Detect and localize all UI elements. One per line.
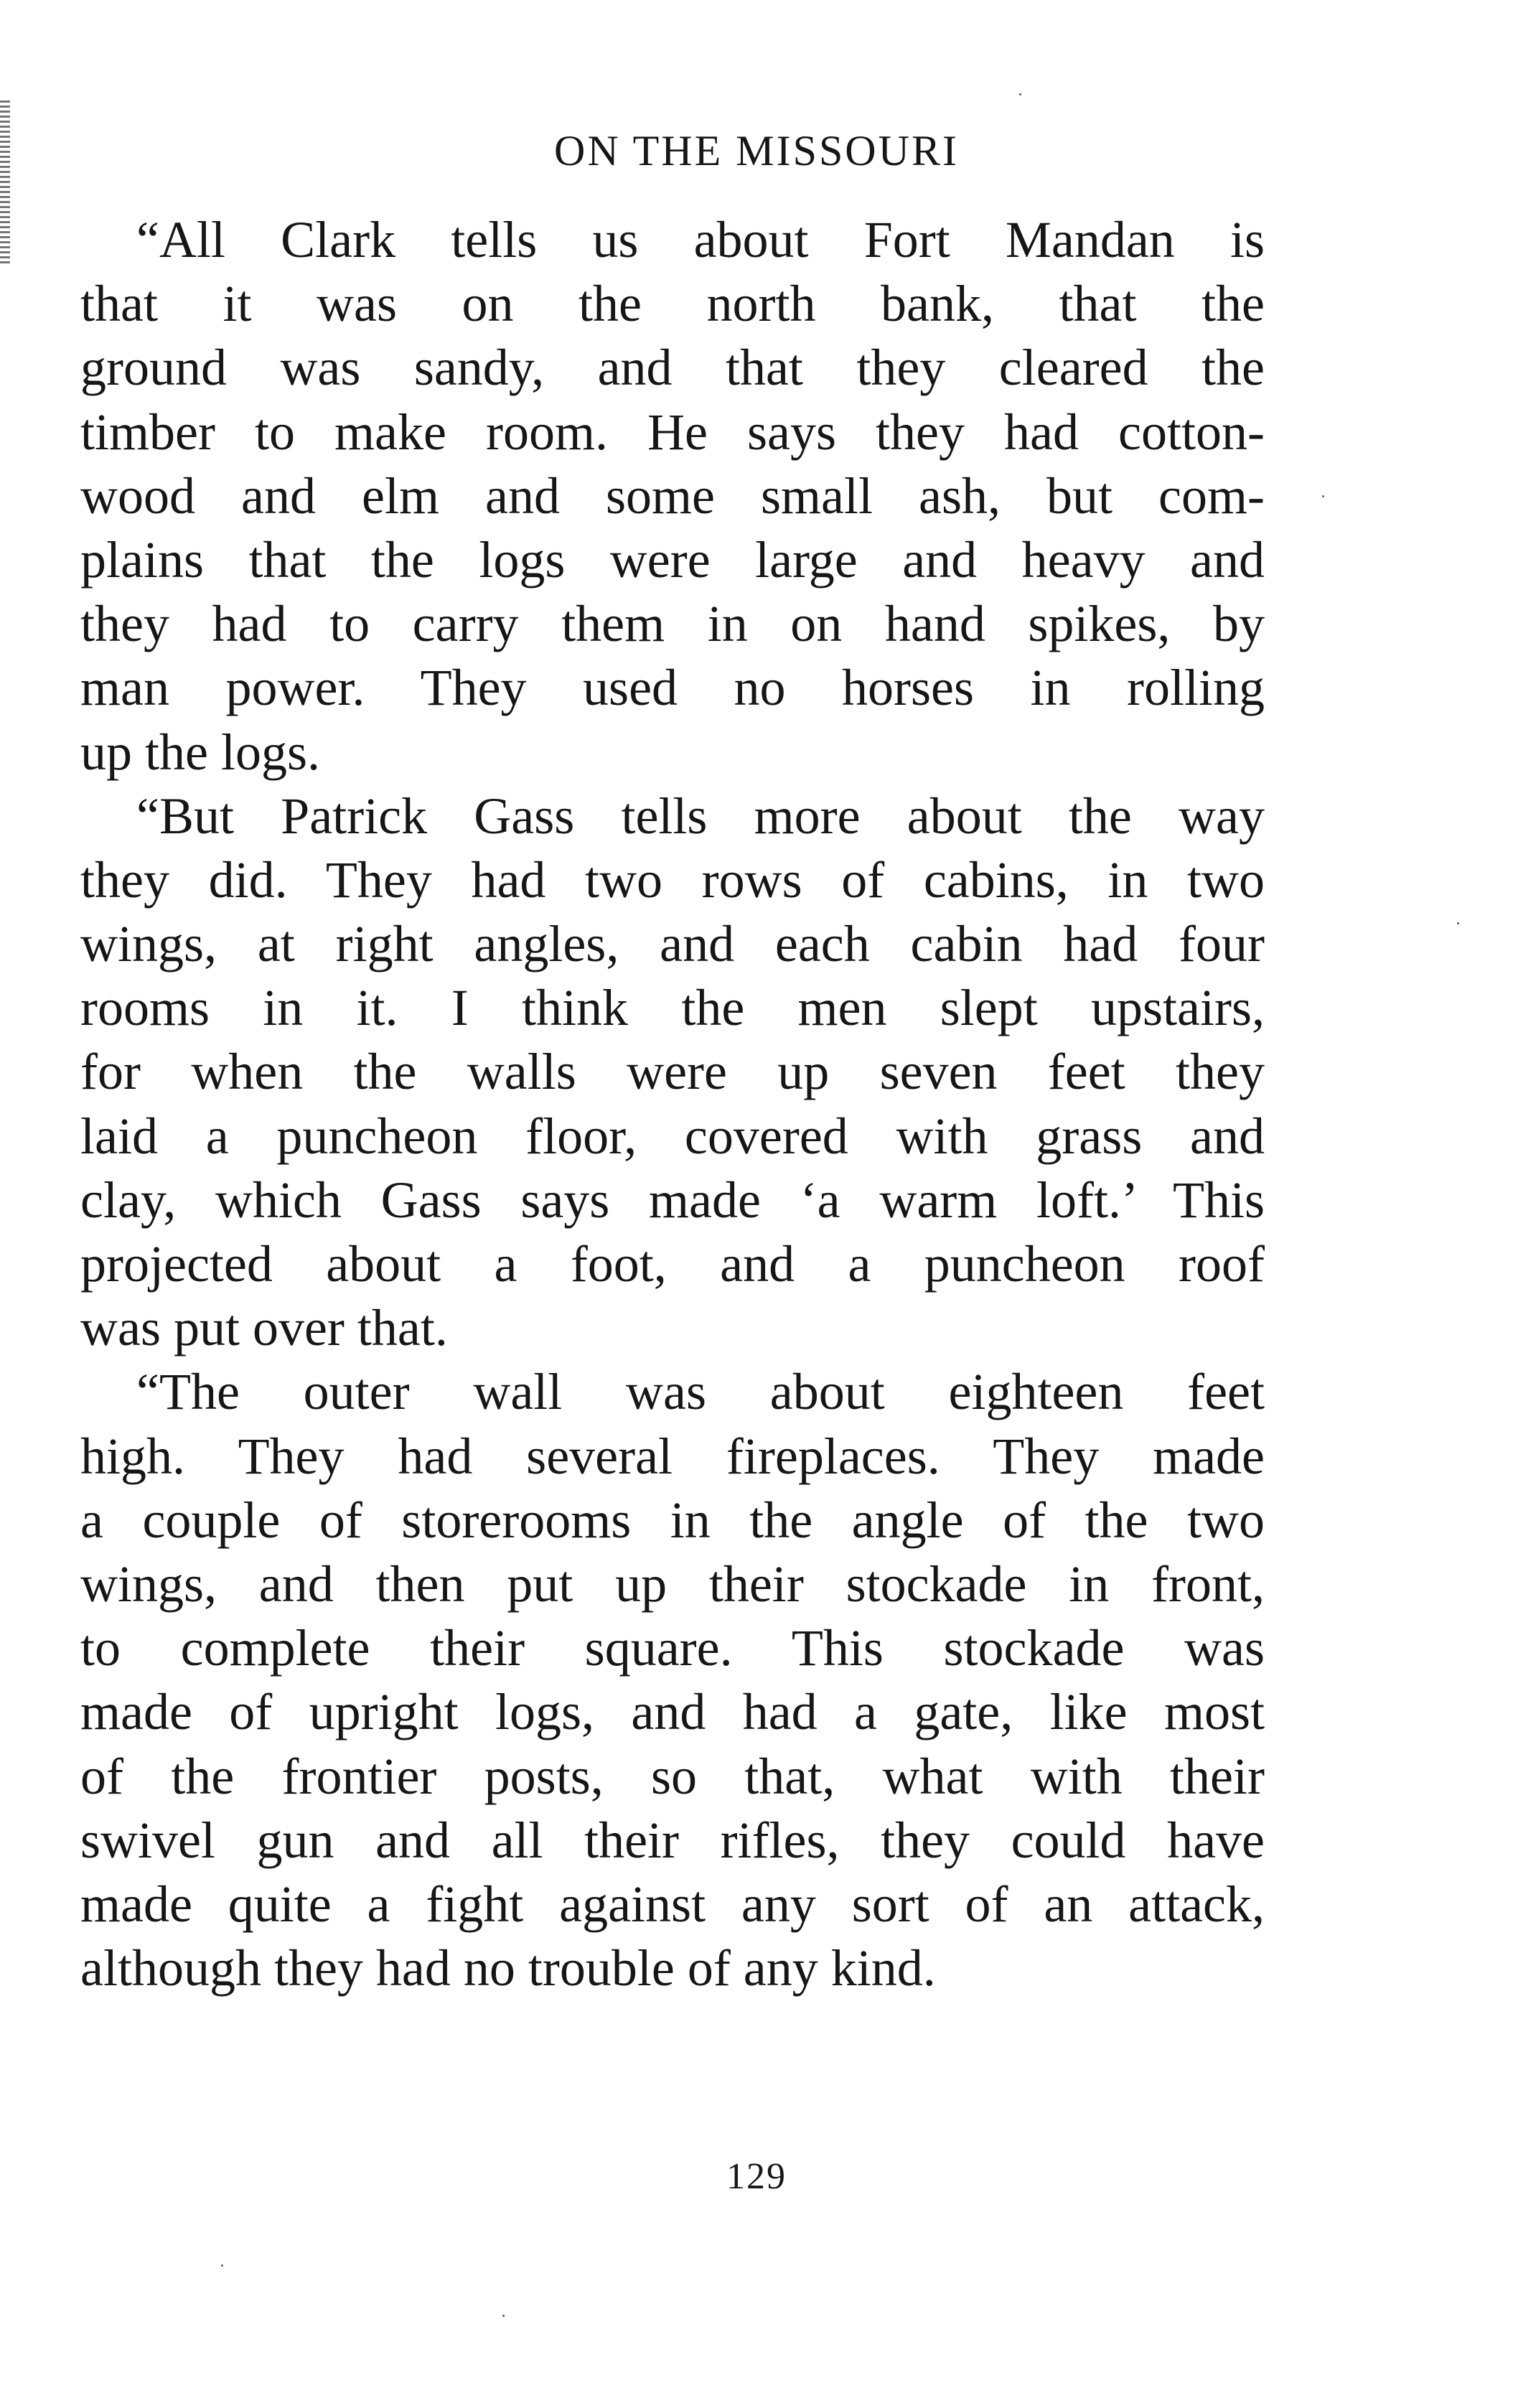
text-line: they did. They had two rows of cabins, in two (80, 851, 1265, 909)
text-line: of the frontier posts, so that, what with their (80, 1747, 1265, 1805)
text-line: a couple of storerooms in the angle of the two (80, 1491, 1265, 1549)
text-line: made quite a fight against any sort of an attack, (80, 1875, 1265, 1933)
text-line: laid a puncheon floor, covered with grass and (80, 1107, 1265, 1165)
text-line: wings, at right angles, and each cabin had four (80, 915, 1265, 973)
text-line: rooms in it. I think the men slept upstairs, (80, 979, 1265, 1037)
running-head: ON THE MISSOURI (554, 127, 959, 174)
text-line: was put over that. (80, 1299, 448, 1357)
text-line: they had to carry them in on hand spikes, by (80, 595, 1265, 653)
page-speck (1322, 495, 1324, 497)
page-speck (502, 2315, 505, 2317)
text-line: swivel gun and all their rifles, they could have (80, 1811, 1265, 1869)
page-speck (221, 2264, 223, 2267)
body-text (80, 208, 1265, 2000)
text-line: that it was on the north bank, that the (80, 275, 1265, 333)
text-line: “But Patrick Gass tells more about the way (136, 787, 1265, 845)
text-line: man power. They used no horses in rolling (80, 659, 1265, 717)
text-line: “All Clark tells us about Fort Mandan is (136, 211, 1265, 268)
text-line: wings, and then put up their stockade in front, (80, 1555, 1265, 1613)
text-line: projected about a foot, and a puncheon roof (80, 1235, 1265, 1293)
text-line: to complete their square. This stockade was (80, 1619, 1265, 1677)
page-number: 129 (726, 2156, 787, 2197)
text-line: high. They had several fireplaces. They made (80, 1427, 1265, 1485)
text-line: plains that the logs were large and heavy and (80, 530, 1265, 589)
text-line: up the logs. (80, 723, 320, 781)
text-line: wood and elm and some small ash, but com- (80, 467, 1265, 525)
text-line: made of upright logs, and had a gate, like most (80, 1683, 1265, 1741)
text-line: ground was sandy, and that they cleared the (80, 339, 1265, 397)
text-line: timber to make room. He says they had cotton- (80, 403, 1265, 461)
text-line: clay, which Gass says made ‘a warm loft.’ This (80, 1171, 1265, 1229)
text-line: although they had no trouble of any kind. (80, 1939, 936, 1997)
page-speck (1019, 93, 1021, 95)
text-line: “The outer wall was about eighteen feet (136, 1363, 1265, 1421)
page-speck (1457, 922, 1459, 924)
text-line: for when the walls were up seven feet they (80, 1043, 1265, 1101)
